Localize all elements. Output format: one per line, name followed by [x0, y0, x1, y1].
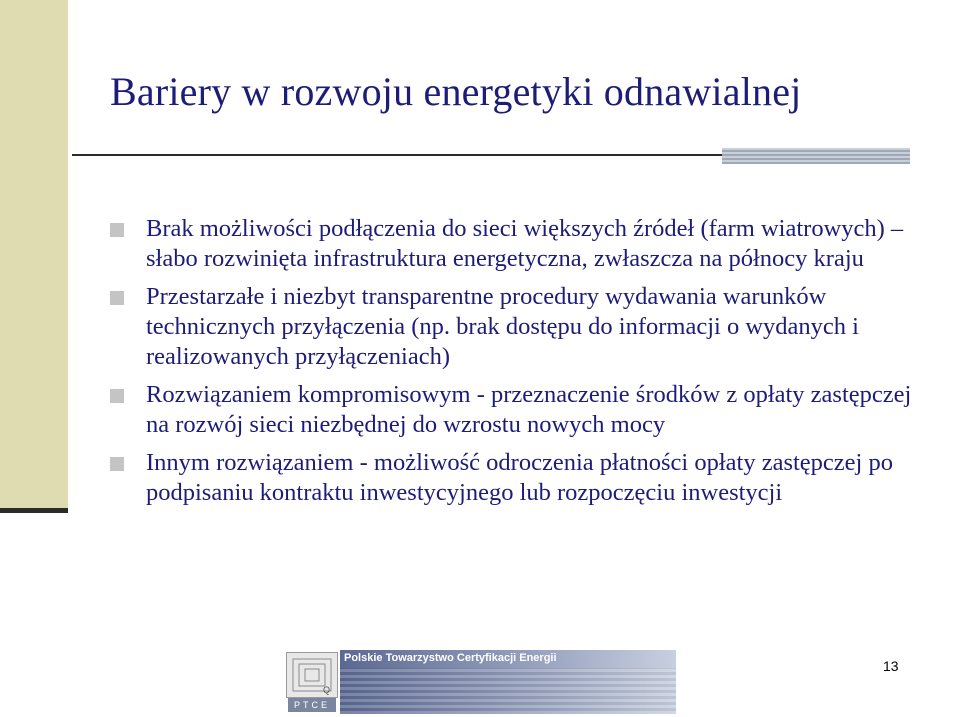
- bullet-text: Przestarzałe i niezbyt transparentne procedury wydawania warunków technicznych przyłączenia (np. brak dostępu do informacji o wydanych i realizowanych przyłączeniach): [146, 283, 859, 370]
- logo-emblem-icon: [286, 652, 338, 698]
- bullet-text: Innym rozwiązaniem - możliwość odroczenia płatności opłaty zastępczej po podpisaniu kontraktu inwestycyjnego lub rozpoczęciu inwestycji: [146, 449, 893, 506]
- logo-abbreviation: PTCE: [288, 698, 336, 712]
- logo-banner-stripes: [340, 668, 676, 714]
- square-bullet-icon: [110, 291, 124, 305]
- bullet-item: [110, 214, 920, 274]
- left-band-rule: [0, 508, 68, 513]
- left-decorative-band: [0, 0, 68, 508]
- title-underline-accent: [722, 148, 910, 164]
- bullet-text: Rozwiązaniem kompromisowym - przeznaczenie środków z opłaty zastępczej na rozwój sieci niezbędnej do wzrostu nowych mocy: [146, 381, 912, 438]
- bullet-item: [110, 380, 920, 440]
- bullet-item: [110, 282, 920, 372]
- logo-organization-name: Polskie Towarzystwo Certyfikacji Energii: [344, 652, 557, 664]
- page-number: 13: [883, 658, 899, 674]
- bullet-list: [110, 214, 920, 516]
- square-bullet-icon: [110, 389, 124, 403]
- square-bullet-icon: [110, 457, 124, 471]
- title-underline: [72, 154, 722, 156]
- bullet-text: Brak możliwości podłączenia do sieci większych źródeł (farm wiatrowych) – słabo rozwinięta infrastruktura energetyczna, zwłaszcza na północy kraju: [146, 215, 904, 272]
- bullet-item: [110, 448, 920, 508]
- ptce-logo: [286, 650, 676, 714]
- square-bullet-icon: [110, 223, 124, 237]
- slide-title: Bariery w rozwoju energetyki odnawialnej: [110, 69, 802, 114]
- svg-text:Q: Q: [323, 685, 331, 695]
